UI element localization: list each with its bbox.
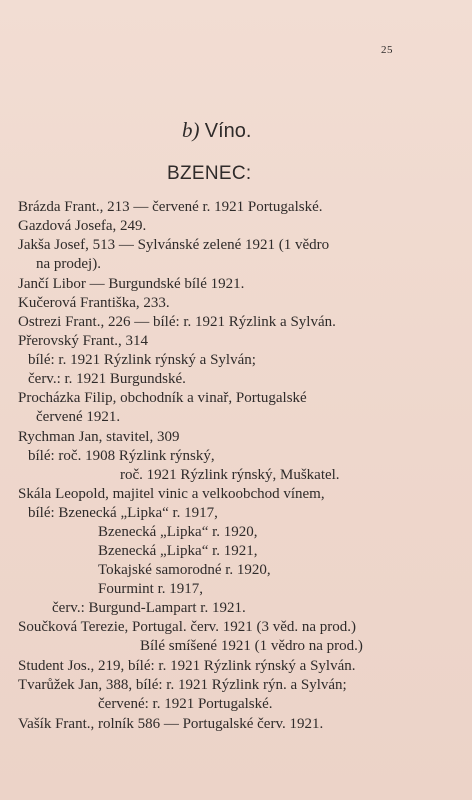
list-item	[18, 618, 363, 656]
entry-line: Kučerová Františka, 233.	[18, 295, 170, 311]
list-item	[18, 313, 336, 332]
entry-line: Jančí Libor — Burgundské bílé 1921.	[18, 276, 245, 292]
list-item	[18, 676, 347, 714]
section-label: b)	[182, 118, 200, 142]
entry-line: Student Jos., 219, bílé: r. 1921 Rýzlink rýnský a Sylván.	[18, 658, 356, 674]
entry-line: Vašík Frant., rolník 586 — Portugalské červ. 1921.	[18, 716, 324, 732]
entry-line: roč. 1921 Rýzlink rýnský, Muškatel.	[120, 467, 340, 483]
entry-line: červené 1921.	[36, 409, 121, 425]
entry-line: Bzenecká „Lipka“ r. 1921,	[98, 543, 258, 559]
list-item	[18, 217, 146, 236]
list-item	[18, 485, 325, 618]
entry-line: červ.: r. 1921 Burgundské.	[28, 371, 186, 387]
entry-line: Skála Leopold, majitel vinic a velkoobchod vínem,	[18, 486, 325, 502]
list-item	[18, 657, 356, 676]
town-heading: BZENEC:	[167, 163, 252, 184]
entry-line: Rychman Jan, stavitel, 309	[18, 429, 180, 445]
list-item	[18, 428, 340, 485]
entry-line: Přerovský Frant., 314	[18, 333, 148, 349]
entry-line: Fourmint r. 1917,	[98, 581, 204, 597]
entry-line: Součková Terezie, Portugal. červ. 1921 (3 věd. na prod.)	[18, 619, 357, 635]
list-item	[18, 715, 323, 734]
entry-line: bílé: r. 1921 Rýzlink rýnský a Sylván;	[28, 352, 256, 368]
entry-line: bílé: Bzenecká „Lipka“ r. 1917,	[28, 505, 218, 521]
entry-line: Jakša Josef, 513 — Sylvánské zelené 1921 (1 vědro	[18, 237, 330, 253]
entry-line: Tokajské samorodné r. 1920,	[98, 562, 271, 578]
list-item	[18, 236, 329, 274]
list-item	[18, 294, 170, 313]
entry-line: Brázda Frant., 213 — červené r. 1921 Portugalské.	[18, 199, 323, 215]
page-number: 25	[381, 44, 393, 56]
entry-line: na prodej).	[36, 256, 101, 272]
section-heading: Víno.	[204, 120, 252, 142]
list-item	[18, 389, 307, 427]
entry-line: Bílé smíšené 1921 (1 vědro na prod.)	[140, 638, 363, 654]
entry-line: Ostrezi Frant., 226 — bílé: r. 1921 Rýzlink a Sylván.	[18, 314, 336, 330]
entry-line: bílé: roč. 1908 Rýzlink rýnský,	[28, 448, 215, 464]
entry-line: Procházka Filip, obchodník a vinař, Portugalské	[18, 390, 307, 406]
section-title	[182, 118, 251, 143]
list-item	[18, 198, 323, 217]
entry-line: červ.: Burgund-Lampart r. 1921.	[52, 600, 246, 616]
entry-line: Tvarůžek Jan, 388, bílé: r. 1921 Rýzlink rýn. a Sylván;	[18, 677, 347, 693]
list-item	[18, 275, 244, 294]
entry-line: Bzenecká „Lipka“ r. 1920,	[98, 524, 258, 540]
list-item	[18, 332, 256, 389]
entry-line: Gazdová Josefa, 249.	[18, 218, 147, 234]
entry-line: červené: r. 1921 Portugalské.	[98, 696, 273, 712]
